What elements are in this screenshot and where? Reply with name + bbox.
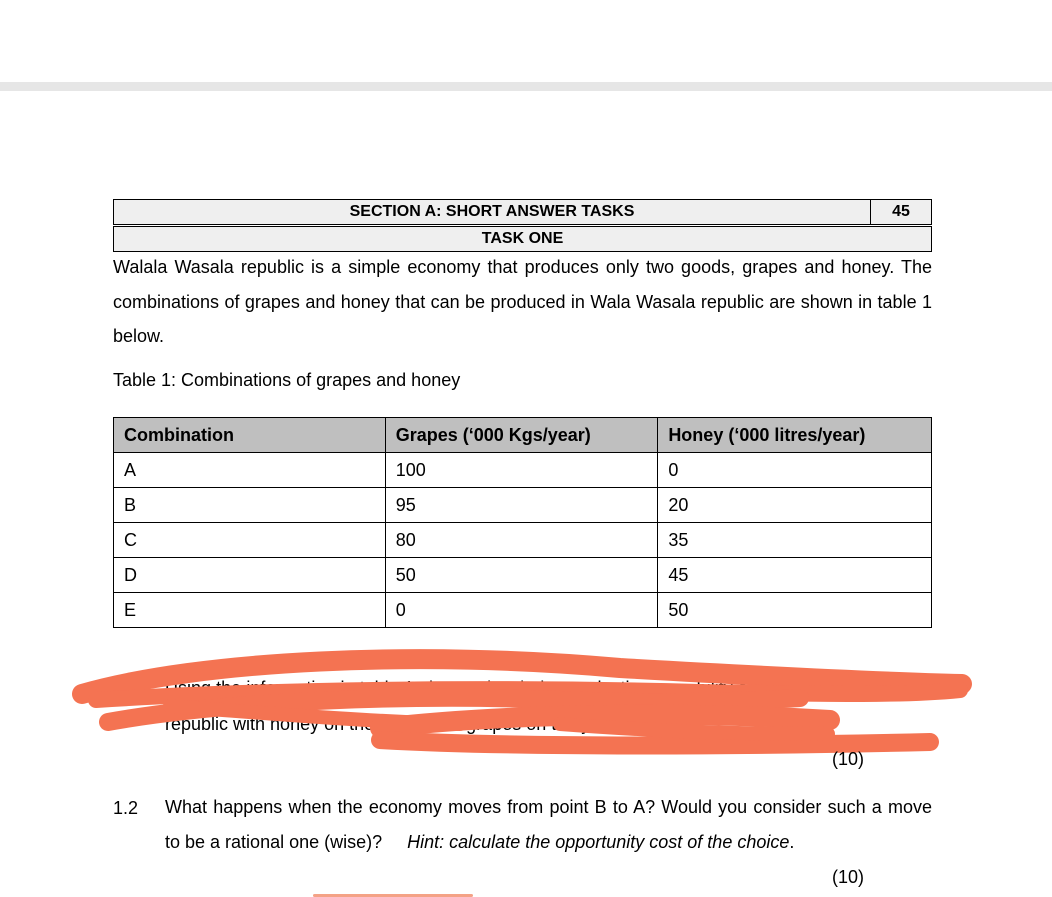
top-divider-bar bbox=[0, 82, 1052, 91]
question-1-1-marks: (10) bbox=[832, 749, 865, 769]
header-honey: Honey (‘000 litres/year) bbox=[658, 418, 932, 453]
section-marks: 45 bbox=[871, 200, 932, 225]
table-caption: Table 1: Combinations of grapes and honey bbox=[113, 370, 461, 390]
question-1-1-obscured bbox=[113, 670, 932, 740]
header-grapes: Grapes (‘000 Kgs/year) bbox=[385, 418, 658, 453]
cell-grapes: 0 bbox=[385, 593, 658, 628]
table-row bbox=[114, 488, 932, 523]
question-1-2-hint-text: : calculate the opportunity cost of the choice bbox=[439, 832, 790, 852]
table-header-row bbox=[114, 418, 932, 453]
cell-combination: E bbox=[114, 593, 386, 628]
question-1-1-number: 1.1 bbox=[113, 678, 139, 698]
cell-honey: 50 bbox=[658, 593, 932, 628]
cell-grapes: 50 bbox=[385, 558, 658, 593]
cell-combination: B bbox=[114, 488, 386, 523]
cell-grapes: 95 bbox=[385, 488, 658, 523]
header-combination: Combination bbox=[114, 418, 386, 453]
question-1-2-hint-end: . bbox=[789, 832, 795, 852]
question-1-2-question: What happens when the economy moves from point B to A? Would you consider such a move to be a rational one (wise)? bbox=[165, 797, 932, 852]
cell-combination: D bbox=[114, 558, 386, 593]
section-header-table bbox=[113, 199, 932, 252]
combinations-table bbox=[113, 417, 932, 628]
cell-combination: C bbox=[114, 523, 386, 558]
cell-grapes: 80 bbox=[385, 523, 658, 558]
table-row bbox=[114, 523, 932, 558]
section-title: SECTION A: SHORT ANSWER TASKS bbox=[114, 200, 871, 225]
question-1-2-number: 1.2 bbox=[113, 798, 139, 818]
scribble-stroke bbox=[380, 740, 930, 746]
cell-grapes: 100 bbox=[385, 453, 658, 488]
intro-paragraph: Walala Wasala republic is a simple economy that produces only two goods, grapes and honey. The combinations of grapes and honey that can be produced in Wala Wasala republic are shown in table 1 below. bbox=[113, 257, 932, 346]
cell-honey: 45 bbox=[658, 558, 932, 593]
table-row bbox=[114, 453, 932, 488]
question-1-2-hint-label: Hint bbox=[407, 832, 440, 852]
cell-honey: 0 bbox=[658, 453, 932, 488]
table-row bbox=[114, 593, 932, 628]
question-1-1-line1: Using the information in table 1 above, sketch the production possibility curve bbox=[165, 678, 782, 698]
question-1-2-marks: (10) bbox=[832, 867, 865, 887]
cell-combination: A bbox=[114, 453, 386, 488]
table-row bbox=[114, 558, 932, 593]
cell-honey: 20 bbox=[658, 488, 932, 523]
question-1-1-line2: for Walala Wasala republic with honey on the x-axis and grapes on the y-axis). bbox=[165, 678, 932, 734]
cell-honey: 35 bbox=[658, 523, 932, 558]
question-1-1-text bbox=[165, 670, 932, 740]
task-title: TASK ONE bbox=[114, 227, 932, 252]
question-1-2-text bbox=[165, 790, 932, 860]
